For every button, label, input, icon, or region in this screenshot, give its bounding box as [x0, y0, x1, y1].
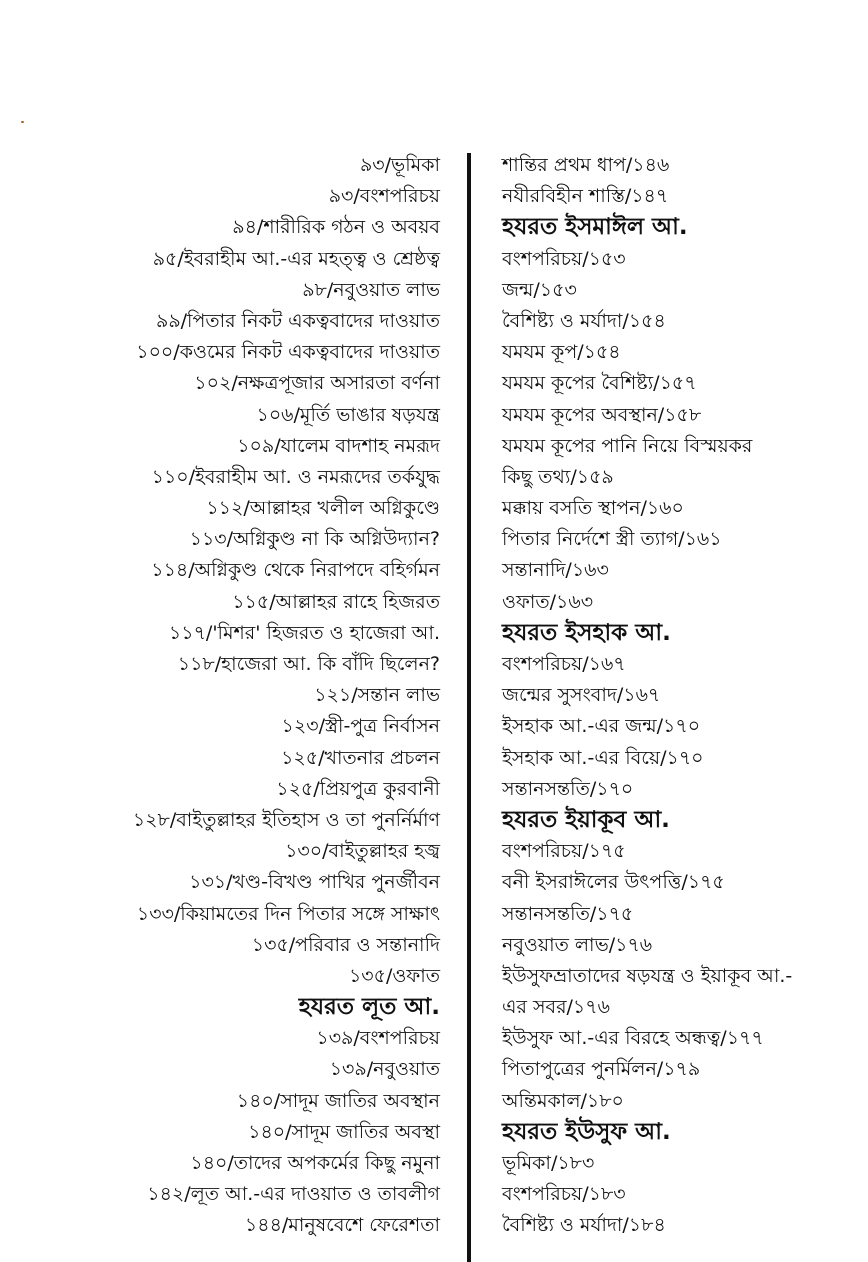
toc-entry: কিছু তথ্য/১৫৯ — [502, 465, 614, 488]
toc-entry: ভূমিকা/১৮৩ — [502, 1152, 595, 1174]
toc-entry: ১০০/কওমের নিকট একত্ববাদের দাওয়াত — [136, 341, 440, 364]
section-heading: হযরত ইউসুফ আ. — [502, 1118, 671, 1145]
toc-entry: ৯৩/বংশপরিচয় — [328, 185, 440, 208]
toc-entry: যমযম কূপের বৈশিষ্ট্য/১৫৭ — [502, 372, 697, 395]
toc-entry: মক্কায় বসতি স্থাপন/১৬০ — [502, 497, 684, 520]
toc-entry: ১৩৯/নবুওয়াত — [329, 1058, 440, 1081]
toc-entry: ৯৩/ভূমিকা — [359, 154, 440, 176]
toc-entry: ১৪০/সাদূম জাতির অবস্থান — [236, 1089, 440, 1112]
toc-entry: যমযম কূপের অবস্থান/১৫৮ — [502, 403, 702, 426]
column-divider — [467, 153, 471, 1262]
toc-entry: পিতাপুত্রের পুনর্মিলন/১৭৯ — [502, 1058, 701, 1081]
toc-entry: ১৩০/বাইতুল্লাহর হজ্ব — [285, 840, 440, 863]
toc-entry: যমযম কূপ/১৫৪ — [502, 341, 621, 364]
toc-entry: ১১৩/অগ্নিকুণ্ড না কি অগ্নিউদ্যান? — [189, 528, 440, 551]
toc-entry: সন্তানাদি/১৬৩ — [502, 559, 609, 582]
toc-entry: ১৪০/তাদের অপকর্মের কিছু নমুনা — [190, 1152, 440, 1174]
toc-entry: ১৩৫/ওফাত — [348, 964, 440, 987]
toc-entry: ৯৯/পিতার নিকট একত্ববাদের দাওয়াত — [156, 309, 440, 332]
toc-entry: এর সবর/১৭৬ — [502, 996, 610, 1019]
toc-entry: সন্তানসন্ততি/১৭০ — [502, 777, 634, 800]
toc-entry: ১১৮/হাজেরা আ. কি বাঁদি ছিলেন? — [177, 653, 440, 675]
toc-entry: ১৩১/খণ্ড-বিখণ্ড পাখির পুনর্জীবন — [189, 871, 440, 894]
toc-entry: ১১২/আল্লাহর খলীল অগ্নিকুণ্ডে — [206, 497, 440, 520]
toc-right-column — [502, 150, 792, 1242]
toc-entry: ৯৪/শারীরিক গঠন ও অবয়ব — [232, 216, 440, 239]
toc-entry: জন্ম/১৫৩ — [502, 278, 577, 301]
toc-entry: বৈশিষ্ট্য ও মর্যাদা/১৫৪ — [502, 309, 666, 332]
toc-entry: বৈশিষ্ট্য ও মর্যাদা/১৮৪ — [502, 1214, 666, 1237]
toc-entry: পিতার নির্দেশে স্ত্রী ত্যাগ/১৬১ — [502, 528, 722, 551]
ink-speck — [21, 121, 24, 123]
toc-entry: ৯৫/ইবরাহীম আ.-এর মহত্ত্ব ও শ্রেষ্ঠত্ব — [152, 247, 440, 270]
toc-entry: ৯৮/নবুওয়াত লাভ — [302, 278, 440, 301]
toc-entry: সন্তানসন্ততি/১৭৫ — [502, 902, 634, 925]
section-heading: হযরত ইসমাঈল আ. — [502, 214, 688, 241]
toc-entry: যমযম কূপের পানি নিয়ে বিস্ময়কর — [502, 434, 753, 457]
toc-entry: বংশপরিচয়/১৮৩ — [502, 1183, 626, 1206]
toc-entry: ১১০/ইবরাহীম আ. ও নমরূদের তর্কযুদ্ধ — [151, 465, 440, 488]
toc-entry: ১৪৪/মানুষবেশে ফেরেশতা — [244, 1214, 440, 1237]
toc-entry: ১২৩/স্ত্রী-পুত্র নির্বাসন — [281, 715, 440, 738]
toc-entry: বংশপরিচয়/১৬৭ — [502, 653, 626, 675]
toc-left-column — [133, 150, 440, 1242]
toc-entry: ১০২/নক্ষত্রপূজার অসারতা বর্ণনা — [194, 372, 440, 395]
toc-entry: অন্তিমকাল/১৮০ — [502, 1089, 624, 1112]
toc-entry: বংশপরিচয়/১৫৩ — [502, 247, 626, 270]
toc-entry: ইসহাক আ.-এর বিয়ে/১৭০ — [502, 746, 704, 769]
toc-entry: নযীরবিহীন শাস্তি/১৪৭ — [502, 185, 669, 208]
toc-entry: ১৩৩/কিয়ামতের দিন পিতার সঙ্গে সাক্ষাৎ — [136, 902, 440, 925]
toc-entry: ১২১/সন্তান লাভ — [314, 684, 440, 707]
toc-entry: জন্মের সুসংবাদ/১৬৭ — [502, 684, 661, 707]
toc-entry: ১০৯/যালেম বাদশাহ নমরূদ — [237, 434, 440, 457]
toc-entry: ১৩৯/বংশপরিচয় — [316, 1027, 440, 1050]
toc-entry: ১১৪/অগ্নিকুণ্ড থেকে নিরাপদে বহির্গমন — [151, 559, 440, 582]
toc-entry: বনী ইসরাঈলের উৎপত্তি/১৭৫ — [502, 871, 725, 894]
section-heading: হযরত ইসহাক আ. — [502, 619, 671, 646]
toc-entry: শান্তির প্রথম ধাপ/১৪৬ — [502, 154, 670, 176]
toc-entry: ১৪২/লূত আ.-এর দাওয়াত ও তাবলীগ — [147, 1183, 440, 1206]
toc-entry: বংশপরিচয়/১৭৫ — [502, 840, 626, 863]
toc-entry: ১০৬/মূর্তি ভাঙার ষড়যন্ত্র — [256, 403, 440, 426]
section-heading: হযরত ইয়াকূব আ. — [502, 806, 670, 833]
toc-entry: ১১৭/'মিশর' হিজরত ও হাজেরা আ. — [168, 621, 440, 644]
toc-entry: ইউসুফ আ.-এর বিরহে অন্ধত্ব/১৭৭ — [502, 1027, 764, 1050]
toc-entry: ১২৫/খাতনার প্রচলন — [281, 746, 440, 769]
toc-entry: ১৩৫/পরিবার ও সন্তানাদি — [251, 933, 440, 956]
toc-entry: ১২৮/বাইতুল্লাহর ইতিহাস ও তা পুনর্নির্মাণ — [132, 808, 440, 831]
toc-entry: ১৪০/সাদূম জাতির অবস্থা — [248, 1120, 440, 1143]
section-heading: হযরত লূত আ. — [298, 994, 440, 1021]
toc-entry: ১২৫/প্রিয়পুত্র কুরবানী — [276, 777, 440, 800]
toc-entry: ১১৫/আল্লাহর রাহে হিজরত — [232, 590, 440, 613]
toc-entry: ইসহাক আ.-এর জন্ম/১৭০ — [502, 715, 701, 738]
toc-entry: ইউসুফভ্রাতাদের ষড়যন্ত্র ও ইয়াকূব আ.- — [502, 964, 793, 987]
toc-entry: ওফাত/১৬৩ — [502, 590, 594, 613]
toc-entry: নবুওয়াত লাভ/১৭৬ — [502, 933, 653, 956]
